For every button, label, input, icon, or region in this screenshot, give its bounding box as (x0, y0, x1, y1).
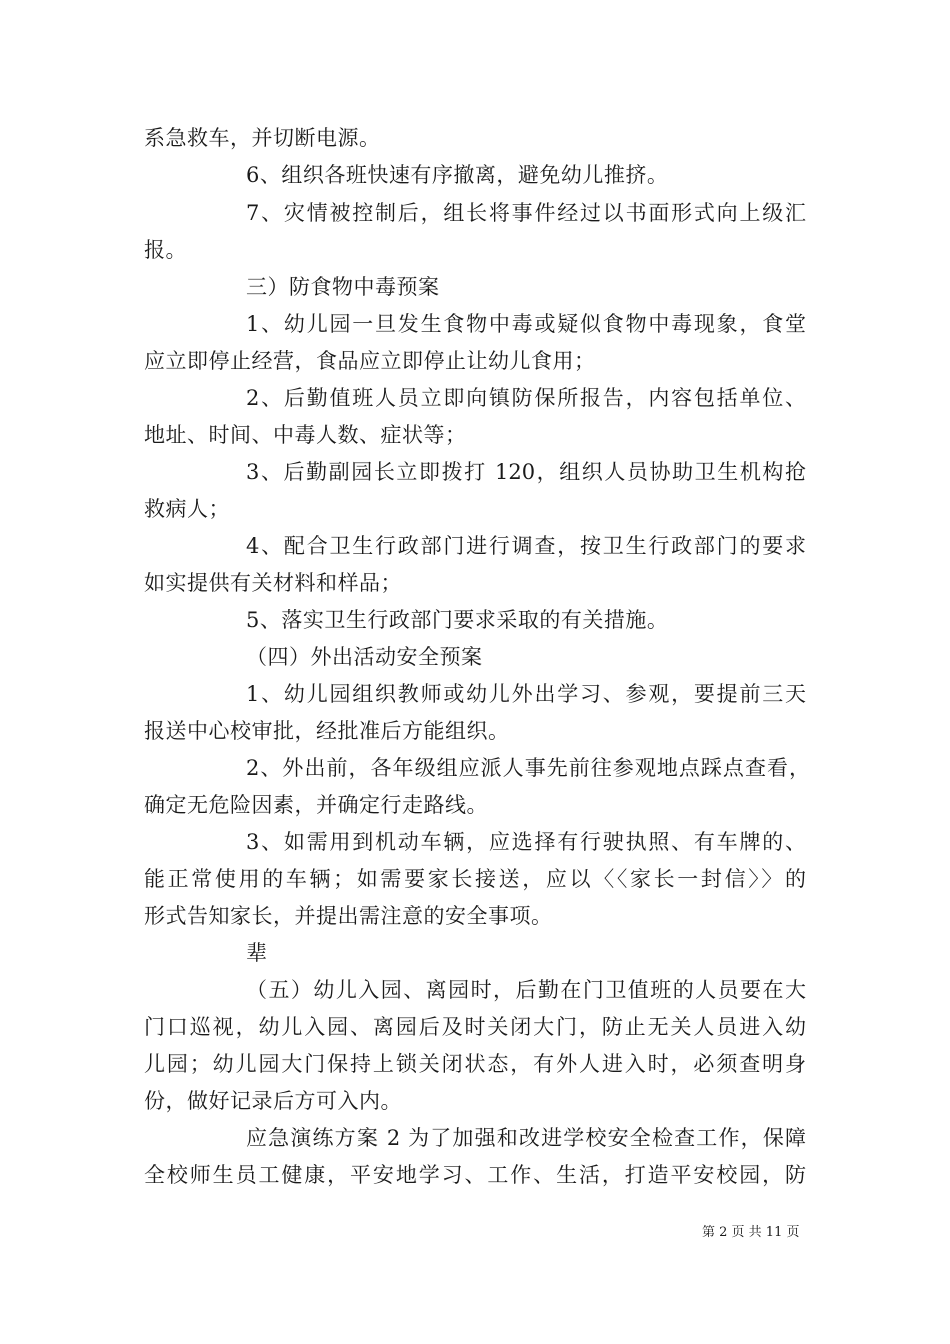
text-line: 3、如需用到机动车辆，应选择有行驶执照、有车牌的、 (246, 830, 806, 854)
text-line: 地址、时间、中毒人数、症状等； (144, 423, 467, 447)
text-line: 救病人； (144, 497, 230, 521)
text-line: 1、幼儿园一旦发生食物中毒或疑似食物中毒现象，食堂 (246, 312, 806, 336)
text-line: 如实提供有关材料和样品； (144, 571, 402, 595)
text-line: 系急救车，并切断电源。 (144, 126, 381, 150)
text-line: 7、灾情被控制后，组长将事件经过以书面形式向上级汇 (246, 201, 806, 225)
text-line: 儿园；幼儿园大门保持上锁关闭状态，有外人进入时，必须查明身 (144, 1052, 806, 1076)
text-line: 2、后勤值班人员立即向镇防保所报告，内容包括单位、 (246, 386, 806, 410)
text-line: 6、组织各班快速有序撤离，避免幼儿推挤。 (246, 163, 669, 187)
text-line: 确定无危险因素，并确定行走路线。 (144, 793, 488, 817)
text-line: 1、幼儿园组织教师或幼儿外出学习、参观，要提前三天 (246, 682, 806, 706)
text-line: 份，做好记录后方可入内。 (144, 1089, 402, 1113)
section-heading: （四）外出活动安全预案 (246, 645, 483, 669)
text-line: 门口巡视，幼儿入园、离园后及时关闭大门，防止无关人员进入幼 (144, 1015, 806, 1039)
text-line: 应立即停止经营，食品应立即停止让幼儿食用； (144, 349, 596, 373)
section-heading: 三）防食物中毒预案 (246, 275, 440, 299)
text-line: 2、外出前，各年级组应派人事先前往参观地点踩点查看， (246, 756, 810, 780)
text-line: 能正常使用的车辆；如需要家长接送，应以〈〈家长一封信〉〉的 (144, 867, 806, 891)
text-line: 辈 (246, 941, 268, 965)
text-line: 4、配合卫生行政部门进行调查，按卫生行政部门的要求 (246, 534, 806, 558)
text-line: （五）幼儿入园、离园时，后勤在门卫值班的人员要在大 (246, 978, 806, 1002)
text-line: 3、后勤副园长立即拨打 120，组织人员协助卫生机构抢 (246, 460, 806, 484)
page-number: 第 2 页 共 11 页 (702, 1225, 800, 1240)
text-line: 全校师生员工健康，平安地学习、工作、生活，打造平安校园，防 (144, 1163, 806, 1187)
text-line: 报。 (144, 238, 187, 262)
text-line: 形式告知家长，并提出需注意的安全事项。 (144, 904, 553, 928)
text-line: 报送中心校审批，经批准后方能组织。 (144, 719, 510, 743)
text-line: 5、落实卫生行政部门要求采取的有关措施。 (246, 608, 669, 632)
text-line: 应急演练方案 2 为了加强和改进学校安全检查工作，保障 (246, 1126, 806, 1150)
